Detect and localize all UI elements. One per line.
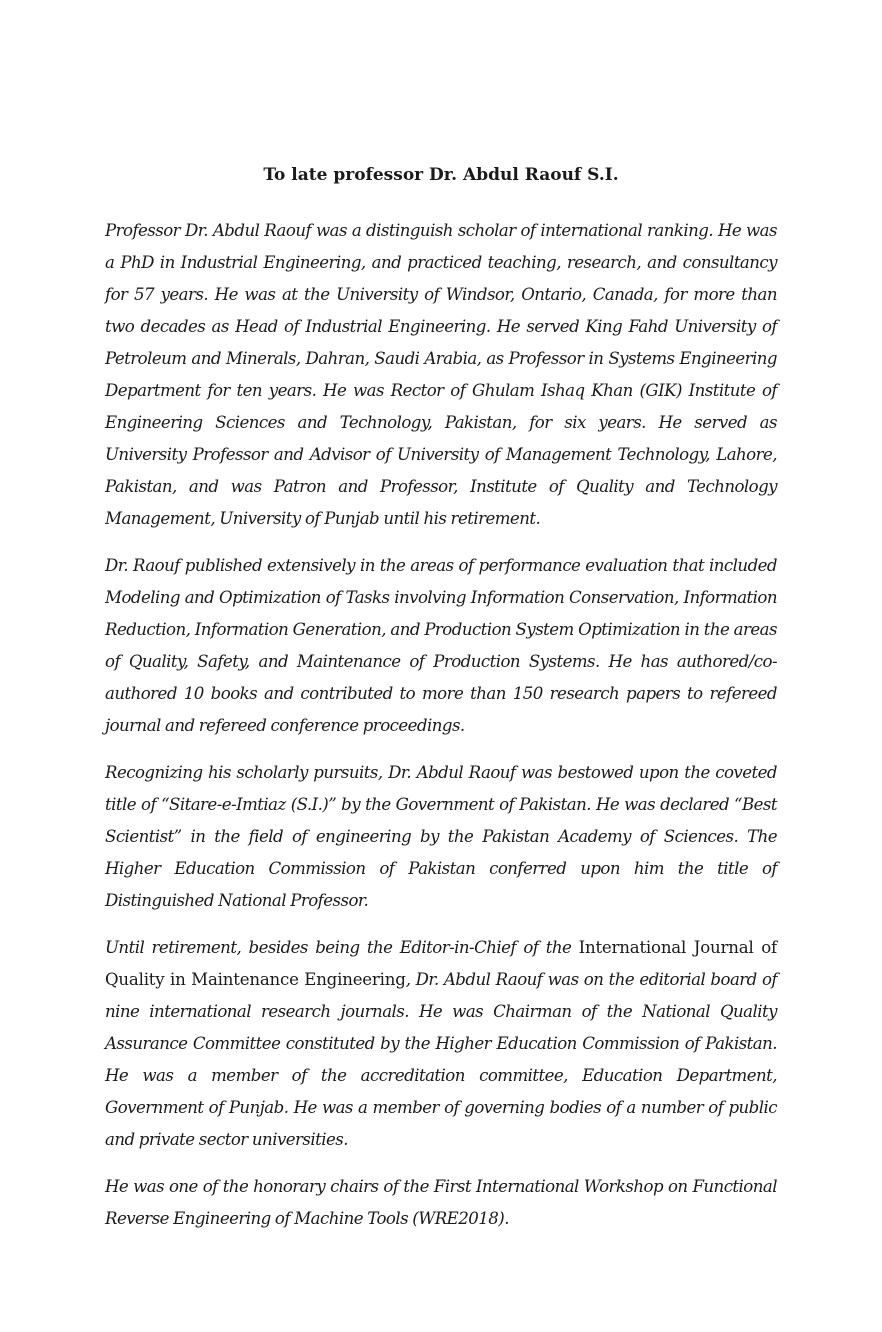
paragraph-editorial-rest: , Dr. Abdul Raouf was on the editorial board of nine international research journals. He was Chairman of the National Quality Assurance Committee constituted by the Higher Education Commission of Pakistan. He was a member of the accreditation committee, Education Department, Government of Punjab. He was a member of governing bodies of a number of public and private sector universities. [105,970,777,1149]
paragraph-editorial [105,932,777,1156]
paragraph-editorial-lead: Until retirement, besides being the Editor-in-Chief of the [105,938,579,957]
paragraph-honors: Recognizing his scholarly pursuits, Dr. Abdul Raouf was bestowed upon the coveted title of “Sitare-e-Imtiaz (S.I.)” by the Government of Pakistan. He was declared “Best Scientist” in the field of engineering by the Pakistan Academy of Sciences. The Higher Education Commission of Pakistan conferred upon him the title of Distinguished National Professor. [105,763,777,910]
paragraph-workshop: He was one of the honorary chairs of the First International Workshop on Functional Reverse Engineering of Machine Tools (WRE2018). [105,1177,777,1228]
document-body [105,215,777,1250]
page-title: To late professor Dr. Abdul Raouf S.I. [263,165,619,185]
paragraph-career: Professor Dr. Abdul Raouf was a distinguish scholar of international ranking. He was a PhD in Industrial Engineering, and practiced teaching, research, and consultancy for 57 years. He was at the University of Windsor, Ontario, Canada, for more than two decades as Head of Industrial Engineering. He served King Fahd University of Petroleum and Minerals, Dahran, Saudi Arabia, as Professor in Systems Engineering Department for ten years. He was Rector of Ghulam Ishaq Khan (GIK) Institute of Engineering Sciences and Technology, Pakistan, for six years. He served as University Professor and Advisor of University of Management Technology, Lahore, Pakistan, and was Patron and Professor, Institute of Quality and Technology Management, University of Punjab until his retirement. [105,221,777,528]
paragraph-publications: Dr. Raouf published extensively in the areas of performance evaluation that included Modeling and Optimization of Tasks involving Information Conservation, Information Reduction, Information Generation, and Production System Optimization in the areas of Quality, Safety, and Maintenance of Production Systems. He has authored/co-authored 10 books and contributed to more than 150 research papers to refereed journal and refereed conference proceedings. [105,556,777,735]
journal-title: International Journal of Quality in Maintenance Engineering [105,938,777,989]
